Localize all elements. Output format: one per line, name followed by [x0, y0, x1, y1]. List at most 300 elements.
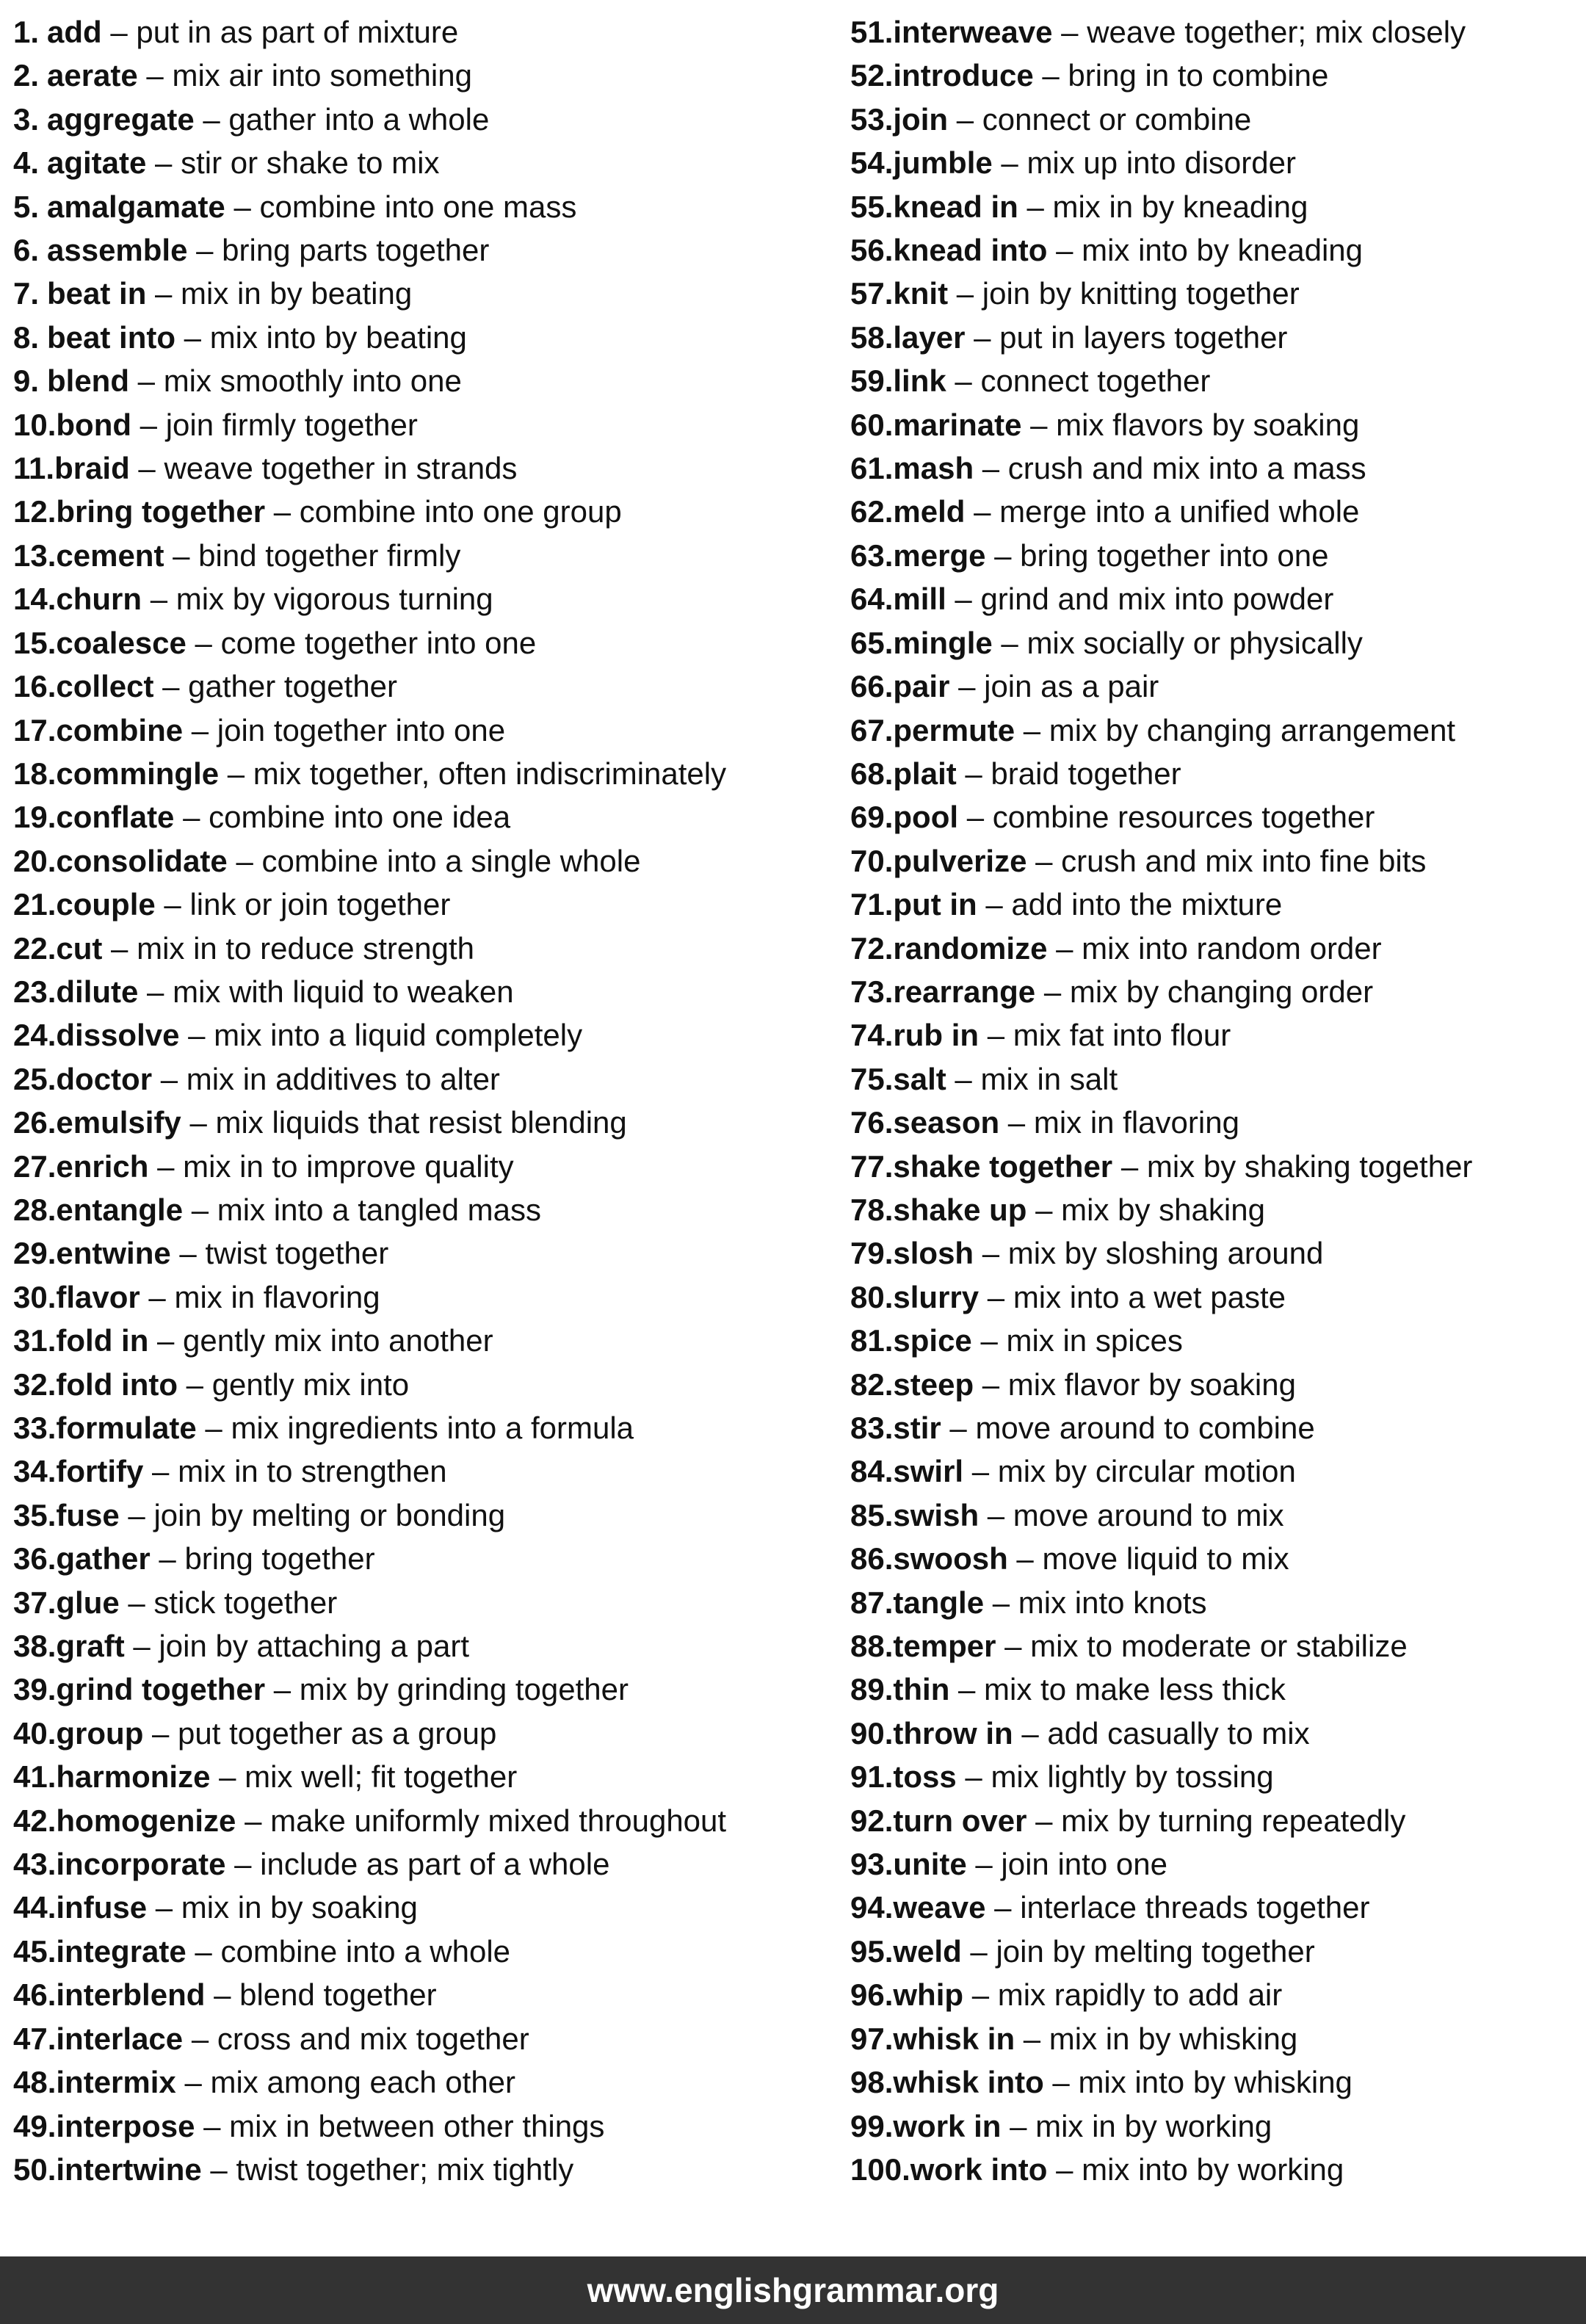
- item-definition: – mix into random order: [1047, 930, 1382, 966]
- item-number: 45.: [13, 1933, 57, 1969]
- item-text: [56, 2060, 515, 2104]
- list-item: [850, 446, 1586, 490]
- list-item: [850, 709, 1586, 752]
- item-definition: – mix in flavoring: [999, 1105, 1239, 1140]
- list-item: [13, 490, 850, 533]
- item-number: 53.: [850, 101, 894, 137]
- item-word: mingle: [893, 625, 993, 660]
- item-number: 89.: [850, 1672, 894, 1707]
- item-word: combine: [56, 712, 184, 747]
- list-item: [13, 1755, 850, 1798]
- item-number: 4.: [13, 145, 40, 181]
- item-text: [56, 1449, 446, 1493]
- item-text: [893, 490, 1359, 533]
- item-text: [56, 839, 640, 883]
- list-item: [850, 1145, 1586, 1188]
- item-number: 92.: [850, 1803, 894, 1838]
- item-definition: – mix in to reduce strength: [102, 930, 474, 966]
- item-text: [893, 1668, 1285, 1711]
- list-item: [850, 1231, 1586, 1275]
- item-number: 24.: [13, 1018, 57, 1053]
- list-item: [13, 1930, 850, 1973]
- item-definition: – mix into by kneading: [1047, 233, 1363, 268]
- item-number: 58.: [850, 319, 894, 355]
- item-number: 20.: [13, 843, 57, 878]
- item-number: 13.: [13, 537, 57, 573]
- item-number: 37.: [13, 1585, 57, 1620]
- item-text: [893, 1930, 1314, 1973]
- list-item: [850, 98, 1586, 141]
- item-word: shake together: [893, 1148, 1113, 1184]
- list-item: [13, 1537, 850, 1580]
- item-text: [893, 2017, 1297, 2060]
- list-item: [850, 1668, 1586, 1711]
- item-word: thin: [893, 1672, 950, 1707]
- item-definition: – combine into a single whole: [227, 843, 641, 878]
- item-definition: – cross and mix together: [183, 2021, 529, 2056]
- item-number: 47.: [13, 2021, 57, 2056]
- item-word: harmonize: [56, 1759, 211, 1795]
- item-number: 87.: [850, 1585, 894, 1620]
- list-item: [13, 1581, 850, 1624]
- item-text: [893, 1712, 1309, 1755]
- item-text: [893, 1275, 1286, 1319]
- list-item: [13, 1363, 850, 1406]
- list-item: [850, 2148, 1586, 2191]
- item-definition: – move around to combine: [941, 1411, 1315, 1445]
- item-definition: – mix by grinding together: [265, 1672, 629, 1707]
- item-word: pulverize: [893, 843, 1027, 878]
- item-word: blend: [47, 363, 129, 399]
- item-number: 90.: [850, 1715, 894, 1751]
- item-number: 84.: [850, 1454, 894, 1489]
- item-word: plait: [893, 756, 957, 791]
- item-word: introduce: [893, 58, 1034, 93]
- item-number: 93.: [850, 1847, 894, 1882]
- item-text: [56, 1231, 388, 1275]
- item-definition: – bring parts together: [187, 233, 490, 268]
- list-item: [13, 54, 850, 97]
- item-word: stir: [893, 1411, 941, 1445]
- footer-bar: [0, 2256, 1586, 2324]
- item-text: [56, 621, 536, 665]
- list-item: [850, 1013, 1586, 1057]
- item-definition: – bind together firmly: [164, 537, 461, 573]
- item-text: [56, 1886, 418, 1929]
- item-definition: – bring together into one: [985, 537, 1329, 573]
- item-word: temper: [893, 1629, 996, 1664]
- item-text: [56, 1930, 510, 1973]
- item-text: [56, 1101, 626, 1144]
- list-item: [850, 2060, 1586, 2104]
- item-number: 61.: [850, 451, 894, 486]
- item-word: permute: [893, 712, 1015, 747]
- item-text: [56, 1755, 517, 1798]
- item-word: dilute: [56, 974, 139, 1009]
- item-word: enrich: [56, 1148, 149, 1184]
- list-item: [850, 10, 1586, 54]
- item-number: 18.: [13, 756, 57, 791]
- item-word: toss: [893, 1759, 957, 1795]
- list-item: [850, 228, 1586, 272]
- item-text: [893, 359, 1210, 402]
- list-item: [13, 665, 850, 708]
- list-item: [850, 752, 1586, 795]
- item-number: 66.: [850, 669, 894, 704]
- item-text: [56, 709, 505, 752]
- item-text: [56, 1406, 634, 1449]
- list-item: [850, 185, 1586, 228]
- item-word: fold into: [56, 1366, 178, 1402]
- item-text: [56, 2148, 573, 2191]
- item-definition: – gently mix into: [178, 1366, 410, 1402]
- item-number: 41.: [13, 1759, 57, 1795]
- list-item: [13, 883, 850, 926]
- item-definition: – mix in by kneading: [1018, 189, 1308, 224]
- item-text: [56, 883, 450, 926]
- item-text: [893, 1406, 1314, 1449]
- list-item: [850, 141, 1586, 184]
- list-item: [13, 1973, 850, 2016]
- item-text: [47, 54, 472, 97]
- item-text: [893, 752, 1181, 795]
- list-item: [13, 1275, 850, 1319]
- item-definition: – bring in to combine: [1033, 58, 1329, 93]
- list-item: [13, 1886, 850, 1929]
- item-definition: – mix in by working: [1001, 2108, 1272, 2143]
- item-word: cut: [56, 930, 103, 966]
- list-item: [13, 970, 850, 1013]
- item-text: [893, 1624, 1407, 1668]
- item-text: [893, 316, 1287, 359]
- item-word: put in: [893, 887, 977, 922]
- item-word: fold in: [56, 1323, 149, 1358]
- item-number: 60.: [850, 407, 894, 442]
- item-text: [56, 1668, 629, 1711]
- item-definition: – mix by turning repeatedly: [1026, 1803, 1406, 1838]
- list-item: [13, 577, 850, 620]
- item-word: unite: [893, 1847, 967, 1882]
- item-word: braid: [54, 451, 130, 486]
- list-item: [13, 403, 850, 446]
- list-item: [850, 621, 1586, 665]
- item-definition: – twist together; mix tightly: [201, 2151, 574, 2187]
- item-word: steep: [893, 1366, 974, 1402]
- item-number: 80.: [850, 1279, 894, 1314]
- item-text: [56, 1145, 513, 1188]
- item-number: 5.: [13, 189, 40, 224]
- item-text: [47, 359, 462, 402]
- item-text: [56, 1057, 500, 1101]
- item-number: 22.: [13, 930, 57, 966]
- item-definition: – put together as a group: [143, 1715, 497, 1751]
- item-number: 59.: [850, 363, 894, 399]
- item-word: rub in: [893, 1018, 980, 1053]
- list-item: [850, 1842, 1586, 1886]
- item-number: 100.: [850, 2151, 910, 2187]
- list-item: [850, 1057, 1586, 1101]
- list-item: [13, 1057, 850, 1101]
- item-text: [56, 1581, 337, 1624]
- item-word: entangle: [56, 1192, 184, 1227]
- item-definition: – combine into one mass: [225, 189, 577, 224]
- item-word: randomize: [893, 930, 1048, 966]
- item-word: interblend: [56, 1977, 206, 2013]
- item-definition: – mix in by soaking: [147, 1890, 418, 1925]
- item-definition: – mix air into something: [137, 58, 472, 93]
- list-item: [13, 795, 850, 839]
- list-item: [13, 839, 850, 883]
- list-item: [13, 272, 850, 315]
- item-number: 54.: [850, 145, 894, 181]
- item-word: beat in: [47, 276, 147, 311]
- item-number: 49.: [13, 2108, 57, 2143]
- item-number: 28.: [13, 1192, 57, 1227]
- list-item: [850, 1799, 1586, 1842]
- item-word: churn: [56, 582, 142, 617]
- item-word: glue: [56, 1585, 120, 1620]
- item-definition: – come together into one: [186, 625, 537, 660]
- item-definition: – mix together, often indiscriminately: [219, 756, 727, 791]
- item-text: [56, 577, 493, 620]
- item-number: 83.: [850, 1411, 894, 1445]
- list-item: [13, 1188, 850, 1231]
- item-number: 15.: [13, 625, 57, 660]
- item-definition: – mix by sloshing around: [974, 1236, 1324, 1271]
- item-definition: – mix into a tangled mass: [183, 1192, 541, 1227]
- item-text: [893, 927, 1381, 970]
- item-number: 46.: [13, 1977, 57, 2013]
- item-text: [893, 403, 1359, 446]
- item-number: 98.: [850, 2065, 894, 2100]
- item-word: pair: [893, 669, 950, 704]
- item-definition: – twist together: [170, 1236, 389, 1271]
- item-text: [893, 534, 1328, 577]
- item-number: 16.: [13, 669, 57, 704]
- item-definition: – bring together: [150, 1541, 375, 1577]
- item-definition: – connect or combine: [948, 101, 1252, 137]
- item-number: 85.: [850, 1497, 894, 1532]
- item-number: 3.: [13, 101, 40, 137]
- item-text: [893, 2060, 1353, 2104]
- item-word: spice: [893, 1323, 972, 1358]
- item-word: aggregate: [47, 101, 195, 137]
- list-item: [850, 927, 1586, 970]
- item-number: 51.: [850, 15, 894, 49]
- item-text: [893, 577, 1333, 620]
- item-text: [893, 185, 1308, 228]
- list-item: [850, 665, 1586, 708]
- item-number: 11.: [13, 451, 55, 486]
- item-definition: – mix in between other things: [195, 2108, 605, 2143]
- item-definition: – grind and mix into powder: [946, 582, 1334, 617]
- item-definition: – mix in salt: [946, 1061, 1118, 1096]
- item-text: [893, 1755, 1273, 1798]
- item-definition: – mix to make less thick: [949, 1672, 1286, 1707]
- item-definition: – join by attaching a part: [124, 1629, 470, 1664]
- item-word: link: [893, 363, 946, 399]
- item-definition: – mix into by whisking: [1043, 2065, 1353, 2100]
- item-text: [56, 1973, 436, 2016]
- item-definition: – mix fat into flour: [979, 1018, 1231, 1053]
- list-item: [850, 795, 1586, 839]
- item-text: [56, 2017, 529, 2060]
- list-item: [850, 839, 1586, 883]
- item-word: work in: [893, 2108, 1002, 2143]
- item-text: [56, 1275, 380, 1319]
- item-text: [56, 2104, 604, 2148]
- item-definition: – join by knitting together: [948, 276, 1300, 311]
- item-word: knead into: [893, 233, 1048, 268]
- item-number: 2.: [13, 58, 40, 93]
- item-word: salt: [893, 1061, 946, 1096]
- item-number: 44.: [13, 1890, 57, 1925]
- item-definition: – mix among each other: [175, 2065, 516, 2100]
- item-number: 39.: [13, 1672, 57, 1707]
- item-definition: – join by melting together: [961, 1933, 1315, 1969]
- item-text: [893, 446, 1366, 490]
- item-word: group: [56, 1715, 144, 1751]
- item-number: 70.: [850, 843, 894, 878]
- item-text: [56, 795, 510, 839]
- item-text: [56, 534, 460, 577]
- list-item: [13, 316, 850, 359]
- item-word: emulsify: [56, 1105, 181, 1140]
- list-item: [850, 1363, 1586, 1406]
- list-item: [850, 1973, 1586, 2016]
- item-number: 62.: [850, 494, 894, 529]
- item-definition: – mix well; fit together: [210, 1759, 518, 1795]
- item-definition: – mix into by beating: [175, 319, 467, 355]
- list-item: [13, 1101, 850, 1144]
- item-number: 12.: [13, 494, 57, 529]
- item-text: [893, 1842, 1167, 1886]
- item-text: [893, 621, 1363, 665]
- item-word: agitate: [47, 145, 147, 181]
- list-item: [850, 1712, 1586, 1755]
- list-item: [13, 621, 850, 665]
- item-number: 30.: [13, 1279, 57, 1314]
- item-definition: – join by melting or bonding: [119, 1497, 506, 1532]
- item-number: 75.: [850, 1061, 894, 1096]
- column-right: [850, 10, 1586, 2191]
- item-text: [893, 1145, 1472, 1188]
- item-word: conflate: [56, 800, 175, 835]
- item-number: 91.: [850, 1759, 894, 1795]
- item-definition: – mix in additives to alter: [152, 1061, 500, 1096]
- item-definition: – add casually to mix: [1013, 1715, 1310, 1751]
- item-number: 27.: [13, 1148, 57, 1184]
- item-text: [56, 1712, 496, 1755]
- item-number: 31.: [13, 1323, 57, 1358]
- item-definition: – mix in by whisking: [1015, 2021, 1298, 2056]
- list-item: [13, 2060, 850, 2104]
- item-word: commingle: [56, 756, 220, 791]
- item-word: interpose: [56, 2108, 195, 2143]
- item-text: [893, 1231, 1323, 1275]
- item-definition: – braid together: [956, 756, 1181, 791]
- item-definition: – mix with liquid to weaken: [138, 974, 514, 1009]
- item-word: graft: [56, 1629, 125, 1664]
- list-item: [850, 1930, 1586, 1973]
- item-word: cement: [56, 537, 164, 573]
- item-text: [47, 98, 489, 141]
- item-word: jumble: [893, 145, 993, 181]
- list-item: [850, 1319, 1586, 1362]
- item-word: flavor: [56, 1279, 140, 1314]
- item-text: [893, 1057, 1118, 1101]
- item-text: [893, 665, 1159, 708]
- list-item: [850, 54, 1586, 97]
- list-item: [850, 490, 1586, 533]
- item-word: tangle: [893, 1585, 985, 1620]
- item-text: [893, 1537, 1289, 1580]
- item-text: [893, 709, 1455, 752]
- item-text: [47, 185, 576, 228]
- item-definition: – mix socially or physically: [992, 625, 1363, 660]
- list-item: [850, 1406, 1586, 1449]
- item-word: intermix: [56, 2065, 176, 2100]
- item-text: [893, 1449, 1296, 1493]
- item-word: coalesce: [56, 625, 187, 660]
- item-word: whisk into: [893, 2065, 1044, 2100]
- item-text: [56, 752, 726, 795]
- item-definition: – weave together in strands: [129, 451, 518, 486]
- item-number: 67.: [850, 712, 894, 747]
- item-text: [893, 1013, 1231, 1057]
- item-text: [56, 1537, 374, 1580]
- item-definition: – mix in flavoring: [140, 1279, 380, 1314]
- item-definition: – join as a pair: [949, 669, 1159, 704]
- item-definition: – move liquid to mix: [1007, 1541, 1289, 1577]
- item-text: [893, 970, 1373, 1013]
- item-number: 34.: [13, 1454, 57, 1489]
- item-text: [893, 228, 1363, 272]
- item-number: 33.: [13, 1411, 57, 1445]
- item-text: [56, 1363, 409, 1406]
- item-number: 14.: [13, 582, 57, 617]
- item-number: 9.: [13, 363, 40, 399]
- list-item: [13, 141, 850, 184]
- item-word: whip: [893, 1977, 964, 2013]
- item-word: meld: [893, 494, 966, 529]
- item-word: layer: [893, 319, 966, 355]
- item-definition: – weave together; mix closely: [1052, 15, 1466, 49]
- list-item: [13, 1799, 850, 1842]
- item-text: [56, 1624, 469, 1668]
- item-number: 88.: [850, 1629, 894, 1664]
- item-word: homogenize: [56, 1803, 236, 1838]
- item-text: [893, 141, 1296, 184]
- item-number: 78.: [850, 1192, 894, 1227]
- item-number: 76.: [850, 1105, 894, 1140]
- item-word: weld: [893, 1933, 962, 1969]
- item-definition: – mix rapidly to add air: [963, 1977, 1283, 2013]
- item-definition: – mix by changing order: [1035, 974, 1374, 1009]
- item-text: [56, 665, 397, 708]
- item-text: [56, 1188, 541, 1231]
- item-definition: – put in layers together: [965, 319, 1288, 355]
- item-number: 63.: [850, 537, 894, 573]
- item-definition: – mix to moderate or stabilize: [996, 1629, 1408, 1664]
- list-item: [13, 1319, 850, 1362]
- item-word: weave: [893, 1890, 986, 1925]
- item-number: 35.: [13, 1497, 57, 1532]
- item-word: mill: [893, 582, 946, 617]
- item-text: [56, 1013, 582, 1057]
- item-number: 56.: [850, 233, 894, 268]
- item-text: [893, 1363, 1296, 1406]
